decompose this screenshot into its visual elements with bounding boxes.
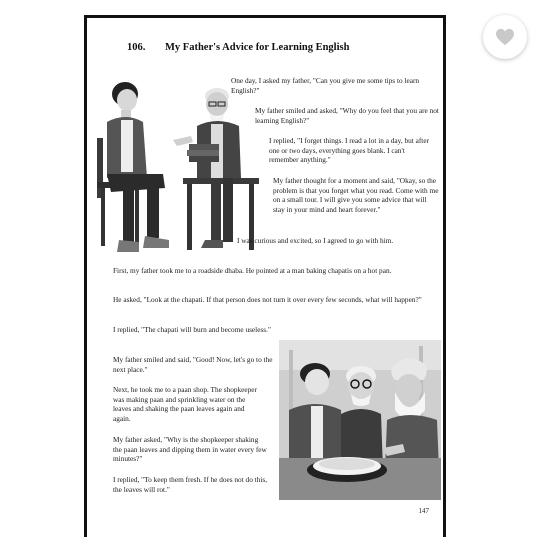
paragraph-4: My father thought for a moment and said, "Okay, so the problem is that you forget what you read. Come with me on a small tour. I will give you some advice that will stay in your mind and heart forever." (273, 176, 439, 214)
story-number: 106. (127, 42, 146, 53)
paragraph-10: Next, he took me to a paan shop. The shopkeeper was making paan and sprinkling water on the leaves and shaking the paan leaves again and again. (113, 385, 257, 423)
paragraph-9: My father smiled and said, "Good! Now, let's go to the next place." (113, 355, 273, 374)
story-title-text: My Father's Advice for Learning English (165, 42, 350, 53)
book-page (84, 15, 446, 537)
paragraph-8: I replied, "The chapati will burn and become useless." (113, 325, 271, 334)
paragraph-3: I replied, "I forget things. I read a lot in a day, but after one or two days, everything goes blank. I can't remember anything." (269, 136, 430, 164)
heart-icon (495, 28, 515, 46)
favorite-button[interactable] (483, 15, 527, 59)
story-title (127, 42, 349, 53)
illustration-father-son-table (93, 70, 261, 260)
paragraph-11: My father asked, "Why is the shopkeeper shaking the paan leaves and dipping them in water every few minutes?" (113, 435, 267, 463)
paragraph-7: He asked, "Look at the chapati. If that person does not turn it over every few seconds, what will happen?" (113, 295, 422, 304)
paragraph-1: One day, I asked my father, "Can you give me some tips to learn English?" (231, 76, 420, 95)
page-number: 147 (418, 507, 429, 515)
paragraph-6: First, my father took me to a roadside dhaba. He pointed at a man baking chapatis on a hot pan. (113, 266, 392, 275)
paragraph-2: My father smiled and asked, "Why do you feel that you are not learning English?" (255, 106, 439, 125)
illustration-chapati-maker (279, 340, 441, 500)
paragraph-5: I was curious and excited, so I agreed to go with him. (237, 236, 394, 245)
paragraph-12: I replied, "To keep them fresh. If he does not do this, the leaves will rot." (113, 475, 268, 494)
